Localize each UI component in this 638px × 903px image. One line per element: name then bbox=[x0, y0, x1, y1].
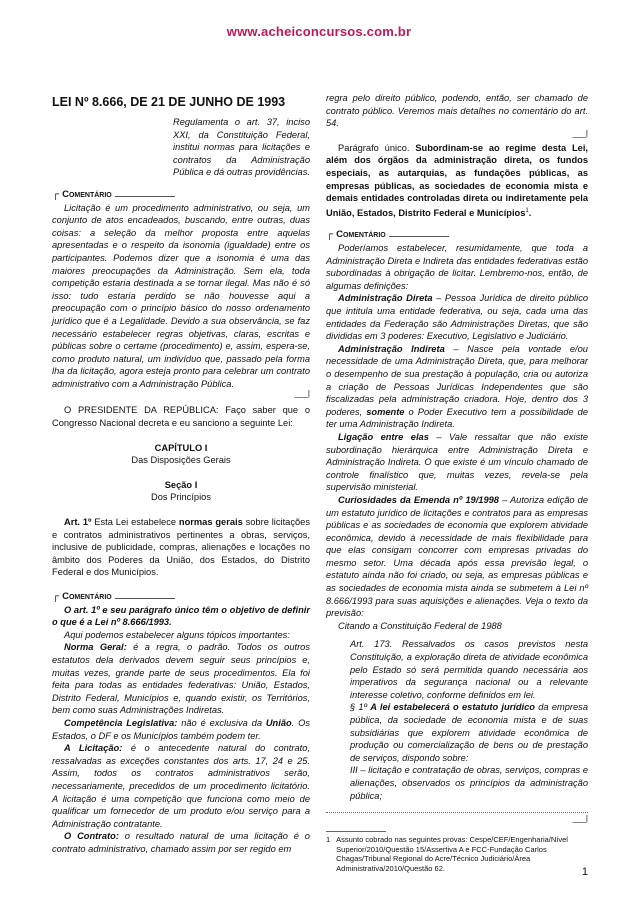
comp-bold: União bbox=[265, 717, 292, 728]
page-number: 1 bbox=[581, 866, 588, 878]
lic-label: A Licitação: bbox=[64, 743, 123, 754]
dotted-separator bbox=[326, 806, 588, 813]
comp-text-rest: . Os Estados, o DF e os Municípios também podem ter. bbox=[52, 717, 310, 741]
contr-label: O Contrato: bbox=[64, 831, 119, 842]
curiosidades bbox=[326, 494, 588, 620]
end-mark-icon: ___| bbox=[294, 389, 310, 399]
comment-header bbox=[326, 229, 588, 242]
norma-text: é a regra, o padrão. Todos os outros estatutos dela derivados devem seguir seus princípios e, muitas vezes, grande parte de seus procedimentos. Ela foi feita para todas as entidades federativas: União, Estados, Distrito Federal, Municípios e, quando existir, os Territórios, bem como suas Administrações Indiretas. bbox=[52, 642, 310, 716]
curiosidades-label: Curiosidades da Emenda nº 19/1998 bbox=[338, 494, 499, 505]
curiosidades-text: – Autoriza edição de um estatuto jurídico de licitações e contratos para as empresas públicas e as sociedades de economia que explorem atividade econômica, devido à necessidade de mais flexibilidade para que elas consigam concorrer com empresas privadas do mesmo setor. Uma década após essa previsão legal, o estatuto ainda não foi criado, ou seja, as empresas públicas e as sociedades de economia mista ainda se submetem à Lei nº 8.666/1993 para suas aquisições e alienações. Veja o texto da previsão: bbox=[326, 494, 588, 619]
president-decree: O PRESIDENTE DA REPÚBLICA: Faço saber que o Congresso Nacional decreta e eu sanciono a seguinte Lei: bbox=[52, 405, 310, 429]
adm-direta-text: – Pessoa Jurídica de direito público que intitula uma entidade federativa, ou seja, cada uma das entidades da Federação são Administrações Diretas, que são divididas em 3 poderes: Executivo, Legislativo e Judiciário. bbox=[326, 293, 589, 342]
comment-label: Comentário bbox=[62, 188, 112, 200]
adm-indireta-bold: somente bbox=[366, 406, 405, 417]
quote-par-num: § 1º bbox=[350, 702, 371, 713]
comment-rule bbox=[389, 236, 449, 237]
adm-indireta bbox=[326, 343, 588, 431]
paragrafo-unico: Parágrafo único. Subordinam-se ao regime desta Lei, além dos órgãos da administração direta, os fundos especiais, as autarquias, as fundações públicas, as empresas públicas, as sociedades de economia mista e demais entidades controladas direta ou indiretamente pela União, Estados, Distrito Federal e Municípios$^1$. bbox=[326, 142, 588, 218]
art1 bbox=[52, 516, 310, 579]
adm-direta-label: Administração Direta bbox=[338, 293, 433, 304]
comp-label: Competência Legislativa: bbox=[64, 717, 178, 728]
comment-label: Comentário bbox=[62, 591, 112, 602]
contr-text: o resultado natural de uma licitação é o contrato administrativo, chamado assim por ser regido em bbox=[52, 831, 310, 854]
comment-text: Licitação é um procedimento administrativo, ou seja, um conjunto de atos encadeados, buscando, entre outras, duas coisas: a seleção da melhor proposta entre aquelas apresentadas e o respeito da isonomia (igualdade) entre os participantes. Podemos dizer que a isonomia é uma das maiores preocupações da Administração. Sem ela, toda competição estaria destinada a se tornar ilegal. Mas não é só isso: tudo estaria perdido se não houvesse aqui a preocupação com o princípio básico do nosso ordenamento jurídico que é a Legalidade. Devido a sua observância, se faz necessário estabelecer regras objetivas, claras, escritas e públicas sobre o certame (procedimento) e, assim, espera-se, como produto natural, um indivíduo que, passado pela forma lha da licitação, agora esteja pronto para celebrar um contrato administrativo com a Administração Pública. bbox=[52, 202, 310, 389]
quote-par-bold: A lei estabelecerá o estatuto jurídico bbox=[370, 702, 535, 713]
ementa: Regulamenta o art. 37, inciso XXI, da Constituição Federal, institui normas para licitações e contratos da Administração Pública e dá outras providências. bbox=[173, 117, 310, 178]
quote-paragraph bbox=[350, 701, 588, 764]
comment3-intro: Poderíamos estabelecer, resumidamente, que toda a Administração Direta e Indireta das entidades federativas estão subordinadas à obrigação de licitar. Lembremo-nos, então, de algumas definições: bbox=[326, 243, 588, 291]
ligacao bbox=[326, 431, 588, 494]
right-column bbox=[326, 92, 588, 874]
adm-indireta-label: Administração Indireta bbox=[338, 343, 445, 354]
comment-continuation: regra pelo direito público, podendo, então, ser chamado de contrato público. Veremos mais detalhes no comentário do art. 54. bbox=[326, 93, 588, 129]
norma-label: Norma Geral: bbox=[64, 642, 127, 653]
comp-text: não é exclusiva da bbox=[177, 717, 266, 728]
paragrafo-text: Subordinam-se ao regime desta Lei, além dos órgãos da administração direta, os fundos especiais, as autarquias, as fundações públicas, as empresas públicas, as sociedades de economia mista e demais entidades controladas direta ou indiretamente pela União, Estados, Distrito Federal e Municípios bbox=[326, 142, 588, 218]
corner-mark-icon: ┌ bbox=[52, 188, 60, 200]
quote-par-text: da empresa pública, da sociedade de economia mista e de suas subsidiárias que explorem atividade econômica de produção ou comercialização de bens ou de prestação de serviços, dispondo sobre: bbox=[350, 702, 589, 763]
contrato bbox=[52, 830, 310, 855]
comment-rule bbox=[115, 196, 175, 197]
footnote-ref[interactable]: 1 bbox=[525, 207, 529, 214]
left-column bbox=[52, 92, 310, 855]
section-number: Seção I bbox=[164, 479, 198, 490]
footnote-text: Assunto cobrado nas seguintes provas: Cespe/CEF/Engenharia/Nível Superior/2010/Questão 15/Assertiva A e FCC-Fundação Carlos Chagas/Tribunal Regional do Acre/Técnico Judiciário/Área Administrativa/2010/Questão 62. bbox=[336, 835, 568, 873]
art1-label: Art. 1º bbox=[64, 517, 92, 528]
corner-mark-icon: ┌ bbox=[326, 229, 334, 241]
chapter-number: CAPÍTULO I bbox=[154, 442, 208, 453]
comment2-intro: Aqui podemos estabelecer alguns tópicos importantes: bbox=[64, 629, 290, 640]
citation-intro: Citando a Constituição Federal de 1988 bbox=[338, 620, 502, 631]
footnote-number: 1 bbox=[326, 835, 331, 845]
art1-text: Esta Lei estabelece bbox=[91, 517, 179, 528]
competencia bbox=[52, 717, 310, 742]
chapter-title: Das Disposições Gerais bbox=[131, 455, 231, 466]
site-url[interactable]: www.acheiconcursos.com.br bbox=[226, 24, 412, 39]
art1-text-rest: sobre licitações e contratos administrativos pertinentes a obras, serviços, inclusive de publicidade, compras, alienações e locações no âmbito dos Poderes da União, dos Estados, do Distrito Federal e dos Municípios. bbox=[52, 517, 310, 578]
comment-header bbox=[52, 591, 310, 604]
ligacao-text: – Vale ressaltar que não existe subordinação hierárquica entre Administração Direta e Administração Indireta. O que existe é um vínculo chamado de controle finalístico que, muitas vezes, revela-se pela supervisão ministerial. bbox=[326, 431, 588, 493]
end-mark-icon: ___| bbox=[572, 128, 588, 138]
section-title: Dos Princípios bbox=[151, 492, 211, 503]
adm-direta bbox=[326, 292, 588, 342]
comment-header bbox=[52, 189, 310, 202]
footnote-rule bbox=[326, 831, 386, 832]
ligacao-label: Ligação entre elas bbox=[338, 431, 429, 442]
adm-indireta-text-rest: o Poder Executivo tem a possibilidade de ter uma Administração Indireta. bbox=[326, 406, 588, 430]
art1-bold: normas gerais bbox=[178, 517, 243, 528]
lic-text: é o antecedente natural do contrato, ressalvadas as exceções constantes dos arts. 17, 24 e 25. Assim, todos os contratos administrativos serão, necessariamente, precedidos de um procedimento licitatório. A licitação é uma competição que funciona como meio de qualificar um fornecedor de um produto e/ou serviço para a Administração contratante. bbox=[52, 743, 310, 829]
comment2-title: O art. 1º e seu parágrafo único têm o objetivo de definir o que é a Lei nº 8.666/1993. bbox=[52, 604, 310, 628]
quote-art173: Art. 173. Ressalvados os casos previstos nesta Constituição, a exploração direta de atividade econômica pelo Estado só será permitida quando necessária aos imperativos da segurança nacional ou a relevante interesse coletivo, conforme definidos em lei. bbox=[350, 639, 588, 700]
corner-mark-icon: ┌ bbox=[52, 591, 60, 602]
comment-rule bbox=[115, 598, 175, 599]
end-mark-icon: ___| bbox=[572, 814, 588, 824]
licitacao bbox=[52, 742, 310, 830]
norma-geral bbox=[52, 641, 310, 717]
paragrafo-label: Parágrafo único. bbox=[338, 142, 410, 153]
comment-label: Comentário bbox=[336, 229, 386, 241]
law-title: LEI Nº 8.666, DE 21 DE JUNHO DE 1993 bbox=[52, 95, 286, 109]
quote-item-iii: III – licitação e contratação de obras, serviços, compras e alienações, observados os princípios da administração pública; bbox=[350, 765, 588, 801]
adm-indireta-text: – Nasce pela vontade e/ou necessidade de uma Administração Direta, que, para melhorar o desempenho de sua prestação à população, cria ou autoriza a criação de Pessoas Jurídicas Independentes que são fiscalizadas pela administração criadora. Hoje, dentro dos 3 poderes, bbox=[326, 343, 588, 417]
footnote bbox=[326, 835, 588, 873]
